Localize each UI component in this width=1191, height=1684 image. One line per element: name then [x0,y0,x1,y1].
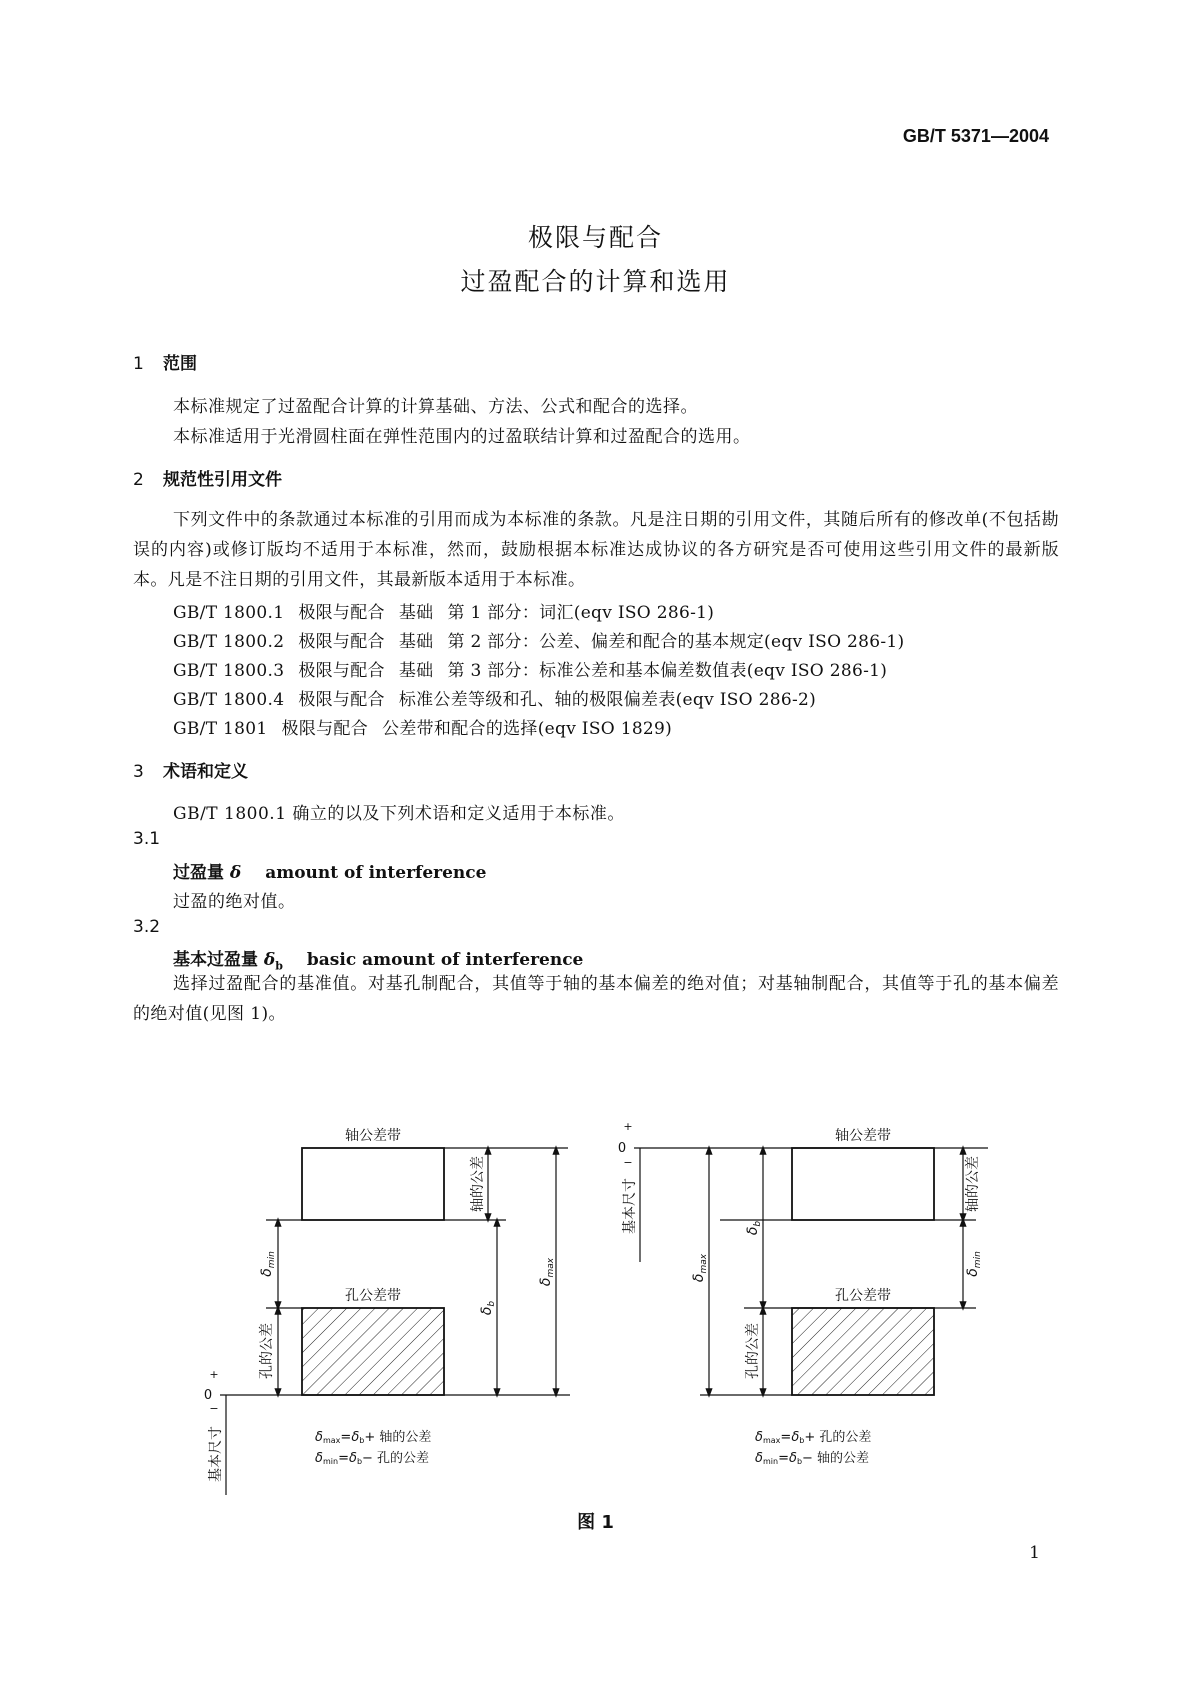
shaft-band-label: 轴公差带 [835,1128,891,1144]
left-diagram-labels [204,1127,556,1482]
reference-title: 极限与配合 [298,632,385,652]
reference-sub: 基础 [398,632,434,652]
hole-tol-label: 孔的公差 [745,1323,761,1379]
shaft-tolerance-zone [302,1148,444,1220]
reference-code: GB/T 1800.2 [173,632,285,652]
reference-sub: 基础 [398,661,434,681]
hole-tolerance-zone [302,1308,444,1395]
minus-sign: − [209,1402,219,1415]
reference-part: 第 1 部分：词汇(eqv ISO 286-1) [447,603,715,623]
basic-size-label: 基本尺寸 [208,1426,224,1482]
standard-number: GB/T 5371—2004 [902,126,1049,146]
reference-code: GB/T 1800.4 [173,690,285,710]
right-diagram [634,1148,988,1395]
term-symbol: δ [263,950,276,970]
title-line-1: 极限与配合 [527,223,663,252]
hole-tol-label: 孔的公差 [259,1323,275,1379]
term-symbol: δ [229,863,242,883]
term-definition: 选择过盈配合的基准值。对基孔制配合，其值等于轴的基本偏差的绝对值；对基轴制配合，其值等于孔的基本偏差的绝对值(见图 1)。 [133,974,1059,1024]
reference-title: 极限与配合 [281,719,369,739]
shaft-band-label: 轴公差带 [345,1128,401,1144]
reference-part: 公差带和配合的选择(eqv ISO 1829) [382,719,673,739]
reference-part: 第 2 部分：公差、偏差和配合的基本规定(eqv ISO 286-1) [447,632,905,652]
hole-band-label: 孔公差带 [835,1288,891,1304]
clause-number: 3.2 [133,917,161,937]
reference-title: 极限与配合 [298,661,385,681]
delta-min-label: $\delta_{min}$ [259,1251,277,1277]
shaft-tol-label: 轴的公差 [965,1156,981,1212]
paragraph: GB/T 1800.1 确立的以及下列术语和定义适用于本标准。 [173,804,625,824]
delta-b-label: $\delta_b$ [745,1220,763,1236]
shaft-tol-label: 轴的公差 [470,1156,486,1212]
term-en: basic amount of interference [306,950,584,970]
title-line-2: 过盈配合的计算和选用 [460,267,731,296]
delta-min-label: $\delta_{min}$ [965,1251,983,1277]
figure-caption: 图 1 [577,1512,614,1533]
paragraph: 本标准适用于光滑圆柱面在弹性范围内的过盈联结计算和过盈配合的选用。 [173,427,751,447]
delta-max-label: $\delta_{max}$ [538,1257,556,1287]
formula-2: δmin=δb− 孔的公差 [315,1451,430,1466]
reference-title: 极限与配合 [298,603,385,623]
section-number: 3 [133,762,144,782]
reference-title: 极限与配合 [298,690,385,710]
section-number: 2 [133,470,144,490]
delta-b-label: $\delta_b$ [479,1300,497,1316]
section-number: 1 [133,354,144,374]
delta-max-label: $\delta_{max}$ [691,1253,709,1283]
term-cn: 基本过盈量 [173,950,258,970]
reference-code: GB/T 1800.1 [173,603,285,623]
zero-label: 0 [617,1141,627,1156]
zero-label: 0 [203,1388,213,1403]
clause-number: 3.1 [133,829,161,849]
formula-2: δmin=δb− 轴的公差 [755,1451,870,1466]
formula-1: δmax=δb+ 轴的公差 [315,1430,432,1445]
reference-code: GB/T 1801 [173,719,268,739]
reference-part: 第 3 部分：标准公差和基本偏差数值表(eqv ISO 286-1) [447,661,888,681]
formula-1: δmax=δb+ 孔的公差 [755,1430,872,1445]
reference-code: GB/T 1800.3 [173,661,285,681]
basic-size-label: 基本尺寸 [622,1178,638,1234]
paragraph: 下列文件中的条款通过本标准的引用而成为本标准的条款。凡是注日期的引用文件，其随后所有的修改单(不包括勘误的内容)或修订版均不适用于本标准，然而，鼓励根据本标准达成协议的各方研究是否可使用这些引用文件的最新版本。凡是不注日期的引用文件，其最新版本适用于本标准。 [133,510,1059,590]
shaft-tolerance-zone [792,1148,934,1220]
plus-sign: + [623,1120,633,1133]
section-title: 规范性引用文件 [163,470,282,490]
hole-band-label: 孔公差带 [345,1288,401,1304]
paragraph: 本标准规定了过盈配合计算的计算基础、方法、公式和配合的选择。 [173,397,698,417]
term-definition: 过盈的绝对值。 [173,892,296,912]
term-cn: 过盈量 [173,863,224,883]
plus-sign: + [209,1368,219,1381]
section-title: 术语和定义 [163,762,248,782]
right-diagram-labels [618,1120,983,1466]
term-subscript: b [275,959,283,973]
minus-sign: − [623,1156,633,1169]
page-number: 1 [1029,1543,1040,1563]
term-en: amount of interference [265,863,487,883]
hole-tolerance-zone [792,1308,934,1395]
section-title: 范围 [163,354,197,374]
reference-sub: 基础 [398,603,434,623]
reference-part: 标准公差等级和孔、轴的极限偏差表(eqv ISO 286-2) [398,690,817,710]
